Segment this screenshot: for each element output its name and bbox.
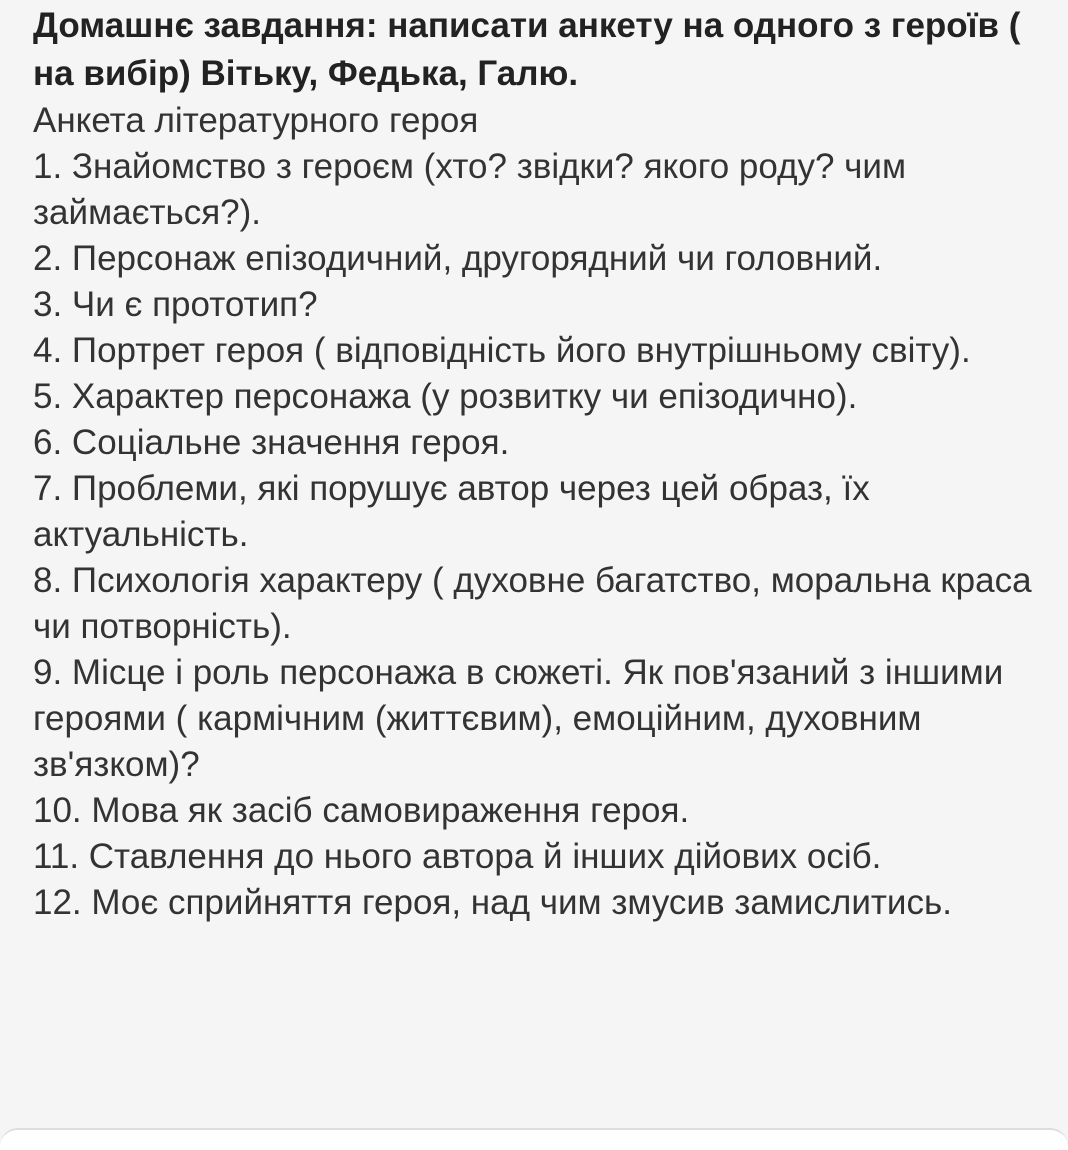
questionnaire-item-9: 9. Місце і роль персонажа в сюжеті. Як пов'язаний з іншими героями ( кармічним (життєвим), емоційним, духовним зв'язком)? bbox=[33, 653, 1004, 784]
questionnaire-item-8: 8. Психологія характеру ( духовне багатство, моральна краса чи потворність). bbox=[33, 561, 1032, 646]
homework-text-block bbox=[33, 0, 1043, 926]
questionnaire-item-5: 5. Характер персонажа (у розвитку чи епізодично). bbox=[33, 377, 858, 416]
homework-title: Домашнє завдання: написати анкету на одного з героїв ( на вибір) Вітьку, Федька, Галю. bbox=[33, 6, 1021, 93]
questionnaire-item-4: 4. Портрет героя ( відповідність його внутрішньому світу). bbox=[33, 331, 971, 370]
bottom-panel-edge bbox=[0, 1128, 1068, 1150]
questionnaire-item-10: 10. Мова як засіб самовираження героя. bbox=[33, 791, 690, 830]
questionnaire-subtitle: Анкета літературного героя bbox=[33, 101, 479, 140]
questionnaire-item-6: 6. Соціальне значення героя. bbox=[33, 423, 510, 462]
questionnaire-item-2: 2. Персонаж епізодичний, другорядний чи головний. bbox=[33, 239, 883, 278]
questionnaire-item-12: 12. Моє сприйняття героя, над чим змусив замислитись. bbox=[33, 883, 952, 922]
questionnaire-item-11: 11. Ставлення до нього автора й інших дійових осіб. bbox=[33, 837, 882, 876]
questionnaire-item-1: 1. Знайомство з героєм (хто? звідки? якого роду? чим займається?). bbox=[33, 147, 907, 232]
questionnaire-item-7: 7. Проблеми, які порушує автор через цей образ, їх актуальність. bbox=[33, 469, 870, 554]
questionnaire-item-3: 3. Чи є прототип? bbox=[33, 285, 318, 324]
